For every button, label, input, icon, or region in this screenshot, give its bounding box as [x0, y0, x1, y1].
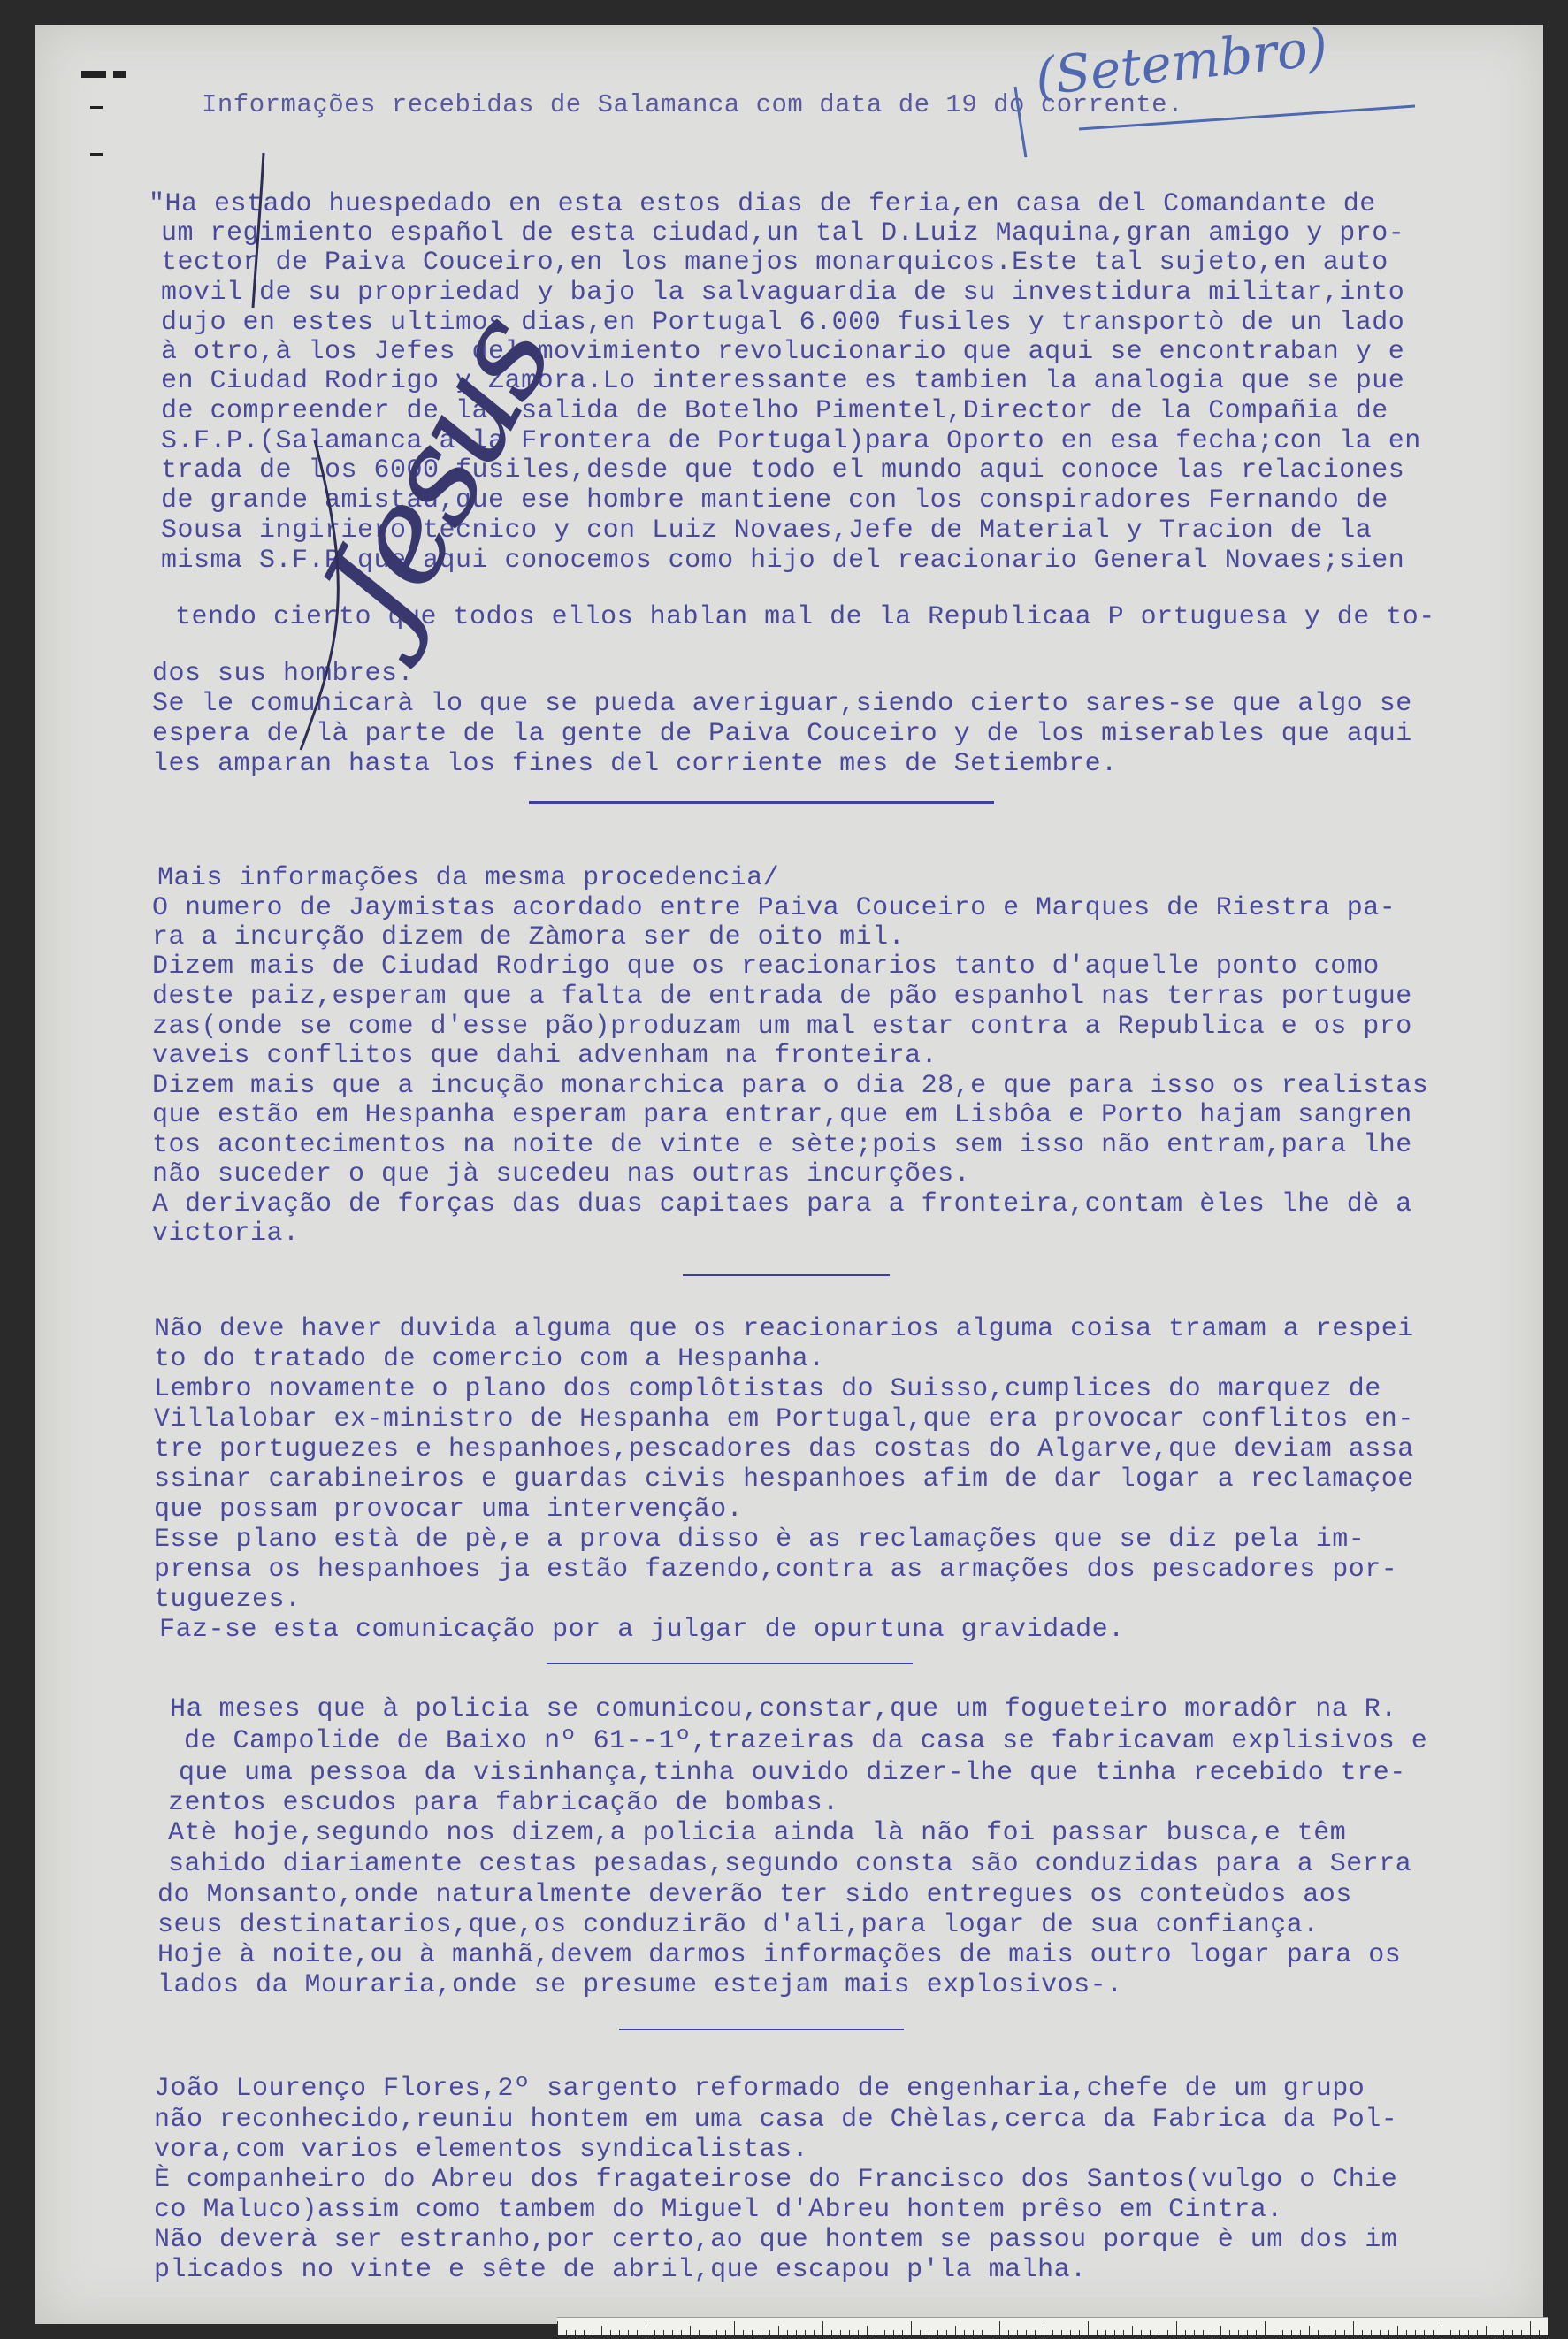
ruler-tick — [1079, 2330, 1080, 2335]
ruler-tick — [663, 2330, 664, 2335]
ruler-tick — [1371, 2330, 1372, 2335]
ruler-tick — [1282, 2330, 1283, 2335]
handwritten-signature: Jesus — [293, 293, 583, 654]
ruler-tick — [964, 2330, 965, 2335]
ruler-tick — [769, 2330, 770, 2335]
text-line: Lembro novamente o plano dos complôtistas do Suisso,cumplices do marquez de — [154, 1374, 1381, 1404]
ruler-tick — [1238, 2330, 1239, 2335]
ruler-tick — [566, 2330, 567, 2335]
ruler-tick — [778, 2326, 779, 2335]
text-line: È companheiro do Abreu dos fragateirose do Francisco dos Santos(vulgo o Chie — [154, 2165, 1398, 2195]
ruler-tick — [1088, 2321, 1089, 2335]
ruler-tick — [1150, 2330, 1151, 2335]
ruler-tick — [1141, 2330, 1142, 2335]
ruler-tick — [805, 2330, 806, 2335]
text-line: Mais informações da mesma procedencia/ — [157, 863, 780, 893]
ruler-tick — [557, 2321, 558, 2335]
ruler-tick — [1167, 2330, 1168, 2335]
text-line: ssinar carabineiros e guardas civis hespanhoes afim de dar logar a reclamaçoe — [154, 1464, 1414, 1494]
ruler-tick — [902, 2330, 903, 2335]
ruler-tick — [610, 2330, 611, 2335]
ruler-tick — [937, 2330, 938, 2335]
text-line: trada de los 6000 fusiles,desde que todo el mundo aqui conoce las relaciones — [161, 455, 1405, 485]
ruler-tick — [920, 2330, 921, 2335]
ruler-tick — [1247, 2330, 1248, 2335]
ruler-tick — [1388, 2330, 1389, 2335]
ruler-tick — [1450, 2330, 1451, 2335]
ruler-tick — [1344, 2330, 1345, 2335]
ruler-tick — [1433, 2330, 1434, 2335]
ruler-tick — [867, 2326, 868, 2335]
ruler-tick — [911, 2321, 912, 2335]
ruler-tick — [1114, 2330, 1115, 2335]
text-line: deste paiz,esperam que a falta de entrada de pão espanhol nas terras portugue — [152, 982, 1412, 1012]
ruler-tick — [584, 2330, 585, 2335]
ruler-tick — [1353, 2321, 1354, 2335]
text-line: en Ciudad Rodrigo y Zamora.Lo interessante es tambien la analogia que se pue — [161, 366, 1405, 396]
text-line: lados da Mouraria,onde se presume estejam mais explosivos-. — [157, 1970, 1123, 2000]
ruler-tick — [831, 2330, 832, 2335]
text-line: sahido diariamente cestas pesadas,segundo consta são conduzidas para a Serra — [168, 1849, 1412, 1879]
ruler-tick — [893, 2330, 894, 2335]
ruler-tick — [946, 2330, 947, 2335]
ruler-tick — [1512, 2330, 1513, 2335]
ruler-tick — [1486, 2326, 1487, 2335]
ruler-tick — [725, 2330, 726, 2335]
ruler-tick — [1335, 2330, 1336, 2335]
text-line: plicados no vinte e sête de abril,que escapou p'la malha. — [154, 2255, 1087, 2285]
text-line: Hoje à noite,ou à manhã,devem darmos informações de mais outro logar para os — [157, 1940, 1402, 1970]
ruler-tick — [849, 2330, 850, 2335]
text-line: tuguezes. — [154, 1585, 302, 1615]
text-line: de compreender de la salida de Botelho Pimentel,Director de la Compañia de — [161, 396, 1388, 426]
ruler-tick — [1362, 2330, 1363, 2335]
text-line: não reconhecido,reuniu hontem em uma casa de Chèlas,cerca da Fabrica da Pol- — [154, 2105, 1398, 2135]
ruler-tick — [1291, 2330, 1292, 2335]
ruler-tick — [787, 2330, 788, 2335]
ruler-tick — [1406, 2330, 1407, 2335]
ruler-tick — [690, 2326, 691, 2335]
section-divider — [547, 1663, 913, 1664]
ruler-tick — [840, 2330, 841, 2335]
text-line: Não deverà ser estranho,por certo,ao que hontem se passou porque è um dos im — [154, 2225, 1398, 2255]
ruler-tick — [1105, 2330, 1106, 2335]
ruler-tick — [858, 2330, 859, 2335]
text-line: zas(onde se come d'esse pão)produzam um mal estar contra a Republica e os pro — [152, 1012, 1412, 1042]
ruler-tick — [752, 2330, 753, 2335]
ruler-tick — [814, 2330, 815, 2335]
text-line: João Lourenço Flores,2º sargento reformado de engenharia,chefe de um grupo — [154, 2074, 1365, 2104]
ruler-tick — [1530, 2321, 1531, 2335]
text-line: A derivação de forças das duas capitaes para a fronteira,contam èles lhe dè a — [152, 1189, 1412, 1219]
text-line: Dizem mais de Ciudad Rodrigo que os reacionarios tanto d'aquelle ponto como — [152, 952, 1380, 982]
ruler-tick — [1309, 2326, 1310, 2335]
text-line: les amparan hasta los fines del corriente mes de Setiembre. — [152, 749, 1118, 779]
text-line: Esse plano està de pè,e a prova disso è as reclamações que se diz pela im- — [154, 1525, 1365, 1555]
ruler-tick — [1052, 2330, 1053, 2335]
text-line: co Maluco)assim como tambem do Miguel d'Abreu hontem prêso em Cintra. — [154, 2195, 1283, 2225]
text-line: que uma pessoa da visinhança,tinha ouvido dizer-lhe que tinha recebido tre- — [179, 1758, 1406, 1788]
text-line: movil de su propriedad y bajo la salvaguardia de su investidura militar,into — [161, 278, 1405, 308]
text-line: prensa os hespanhoes ja estão fazendo,contra as armações dos pescadores por- — [154, 1555, 1398, 1585]
ruler-tick — [1265, 2321, 1266, 2335]
text-line: tendo cierto que todos ellos hablan mal de la Republicaa P ortuguesa y de to- — [175, 602, 1435, 632]
ruler-tick — [1123, 2330, 1124, 2335]
text-line: Não deve haver duvida alguma que os reacionarios alguma coisa tramam a respei — [154, 1314, 1414, 1344]
text-line: Faz-se esta comunicação por a julgar de opurtuna gravidade. — [159, 1615, 1125, 1645]
text-line: Dizem mais que a incução monarchica para o dia 28,e que para isso os realistas — [152, 1071, 1429, 1101]
text-line: to do tratado de comercio com a Hespanha. — [154, 1344, 825, 1374]
text-line: seus destinatarios,que,os conduzirão d'ali,para logar de sua confiança. — [157, 1910, 1319, 1940]
document-page — [35, 16, 1543, 2324]
ruler-tick — [699, 2330, 700, 2335]
ruler-tick — [1397, 2326, 1398, 2335]
ruler-tick — [1185, 2330, 1186, 2335]
text-line: de Campolide de Baixo nº 61--1º,trazeiras da casa se fabricavam explisivos e — [184, 1726, 1428, 1756]
ruler-tick — [796, 2330, 797, 2335]
text-line: que possam provocar uma intervenção. — [154, 1494, 744, 1525]
text-line: Ha meses que à policia se comunicou,constar,que um fogueteiro moradôr na R. — [170, 1694, 1397, 1724]
text-line: não suceder o que jà sucedeu nas outras incurções. — [152, 1159, 971, 1189]
ruler-tick — [654, 2330, 655, 2335]
ruler-tick — [955, 2326, 956, 2335]
text-line: Atè hoje,segundo nos dizem,a policia ainda là não foi passar busca,e têm — [168, 1818, 1347, 1848]
text-line: que estão em Hespanha esperam para entrar,que em Lisbôa e Porto hajam sangren — [152, 1100, 1412, 1130]
ruler-tick — [1132, 2326, 1133, 2335]
ruler-tick — [1477, 2330, 1478, 2335]
text-line: um regimiento español de esta ciudad,un tal D.Luiz Maquina,gran amigo y pro- — [161, 218, 1405, 248]
ruler-tick — [575, 2330, 576, 2335]
ruler-tick — [1468, 2330, 1469, 2335]
ruler-tick — [1070, 2330, 1071, 2335]
ruler-tick — [1380, 2330, 1381, 2335]
document-header: Informações recebidas de Salamanca com data de 19 do corrente. — [202, 90, 1183, 119]
ruler-tick — [734, 2321, 735, 2335]
text-line: vora,com varios elementos syndicalistas. — [154, 2135, 809, 2165]
ruler-tick — [1061, 2330, 1062, 2335]
ruler-tick — [1424, 2330, 1425, 2335]
text-line: tre portuguezes e hespanhoes,pescadores das costas do Algarve,que deviam assa — [154, 1434, 1414, 1464]
text-line: ra a incurção dizem de Zàmora ser de oito mil. — [152, 922, 906, 952]
ruler-tick — [1097, 2330, 1098, 2335]
ruler-tick — [1229, 2330, 1230, 2335]
text-line: dos sus hombres. — [152, 659, 415, 689]
section-divider — [619, 2029, 904, 2030]
section-divider — [529, 801, 994, 804]
section-divider — [683, 1274, 890, 1276]
text-line: zentos escudos para fabricação de bombas. — [168, 1788, 839, 1818]
text-line: misma S.F.P.que aqui conocemos como hijo del reacionario General Novaes;sien — [161, 546, 1405, 576]
ruler-tick — [672, 2330, 673, 2335]
ruler-tick — [1300, 2330, 1301, 2335]
text-line: tos acontecimentos na noite de vinte e sète;pois sem isso não entram,para lhe — [152, 1130, 1412, 1160]
ruler-tick — [716, 2330, 717, 2335]
ruler-tick — [1194, 2330, 1195, 2335]
ruler-tick — [999, 2321, 1000, 2335]
ruler-tick — [1220, 2326, 1221, 2335]
ruler-tick — [619, 2330, 620, 2335]
ruler-tick — [1176, 2321, 1177, 2335]
ruler-tick — [982, 2330, 983, 2335]
text-line: Sousa ingiriero tecnico y con Luiz Novaes,Jefe de Material y Tracion de la — [161, 516, 1373, 546]
ruler-tick — [681, 2330, 682, 2335]
text-line: victoria. — [152, 1219, 300, 1249]
handwritten-month-annotation: (Setembro) — [1032, 16, 1331, 108]
ruler-tick — [601, 2326, 602, 2335]
ruler-tick — [822, 2321, 823, 2335]
ruler-tick — [1017, 2330, 1018, 2335]
ruler-tick — [884, 2330, 885, 2335]
ruler-tick — [1008, 2330, 1009, 2335]
ruler-tick — [1503, 2330, 1504, 2335]
text-line: tector de Paiva Couceiro,en los manejos monarquicos.Este tal sujeto,en auto — [161, 248, 1388, 278]
text-line: Se le comunicarà lo que se pueda averiguar,siendo cierto sares-se que algo se — [152, 689, 1412, 719]
text-line: de grande amistad,que ese hombre mantiene con los conspiradores Fernando de — [161, 485, 1388, 516]
ruler-tick — [1539, 2330, 1540, 2335]
text-line: O numero de Jaymistas acordado entre Paiva Couceiro e Marques de Riestra pa- — [152, 893, 1396, 923]
text-line: à otro,à los Jefes del movimiento revolucionario que aqui se encontraban y e — [161, 337, 1405, 367]
ruler-tick — [1026, 2330, 1027, 2335]
text-line: "Ha estado huespedado en esta estos dias de feria,en casa del Comandante de — [149, 189, 1376, 219]
ruler-tick — [1415, 2330, 1416, 2335]
ruler-tick — [628, 2330, 629, 2335]
text-line: dujo en estes ultimos dias,en Portugal 6.000 fusiles y transportò de un lado — [161, 308, 1405, 338]
ruler-tick — [1521, 2330, 1522, 2335]
text-line: S.F.P.(Salamanca à la Frontera de Portugal)para Oporto en esa fecha;con la en — [161, 426, 1421, 456]
scale-ruler — [557, 2317, 1548, 2335]
text-line: do Monsanto,onde naturalmente deverão ter sido entregues os conteùdos aos — [157, 1880, 1352, 1910]
ruler-tick — [1459, 2330, 1460, 2335]
ruler-tick — [973, 2330, 974, 2335]
text-line: espera de là parte de la gente de Paiva Couceiro y de los miserables que aqui — [152, 719, 1412, 749]
text-line: Villalobar ex-ministro de Hespanha em Portugal,que era provocar conflitos en- — [154, 1404, 1414, 1434]
ruler-tick — [743, 2330, 744, 2335]
text-line: vaveis conflitos que dahi advenham na fronteira. — [152, 1041, 938, 1071]
ruler-tick — [637, 2330, 638, 2335]
ruler-tick — [1035, 2330, 1036, 2335]
ruler-tick — [1256, 2330, 1257, 2335]
ruler-tick — [1318, 2330, 1319, 2335]
ruler-tick — [1203, 2330, 1204, 2335]
